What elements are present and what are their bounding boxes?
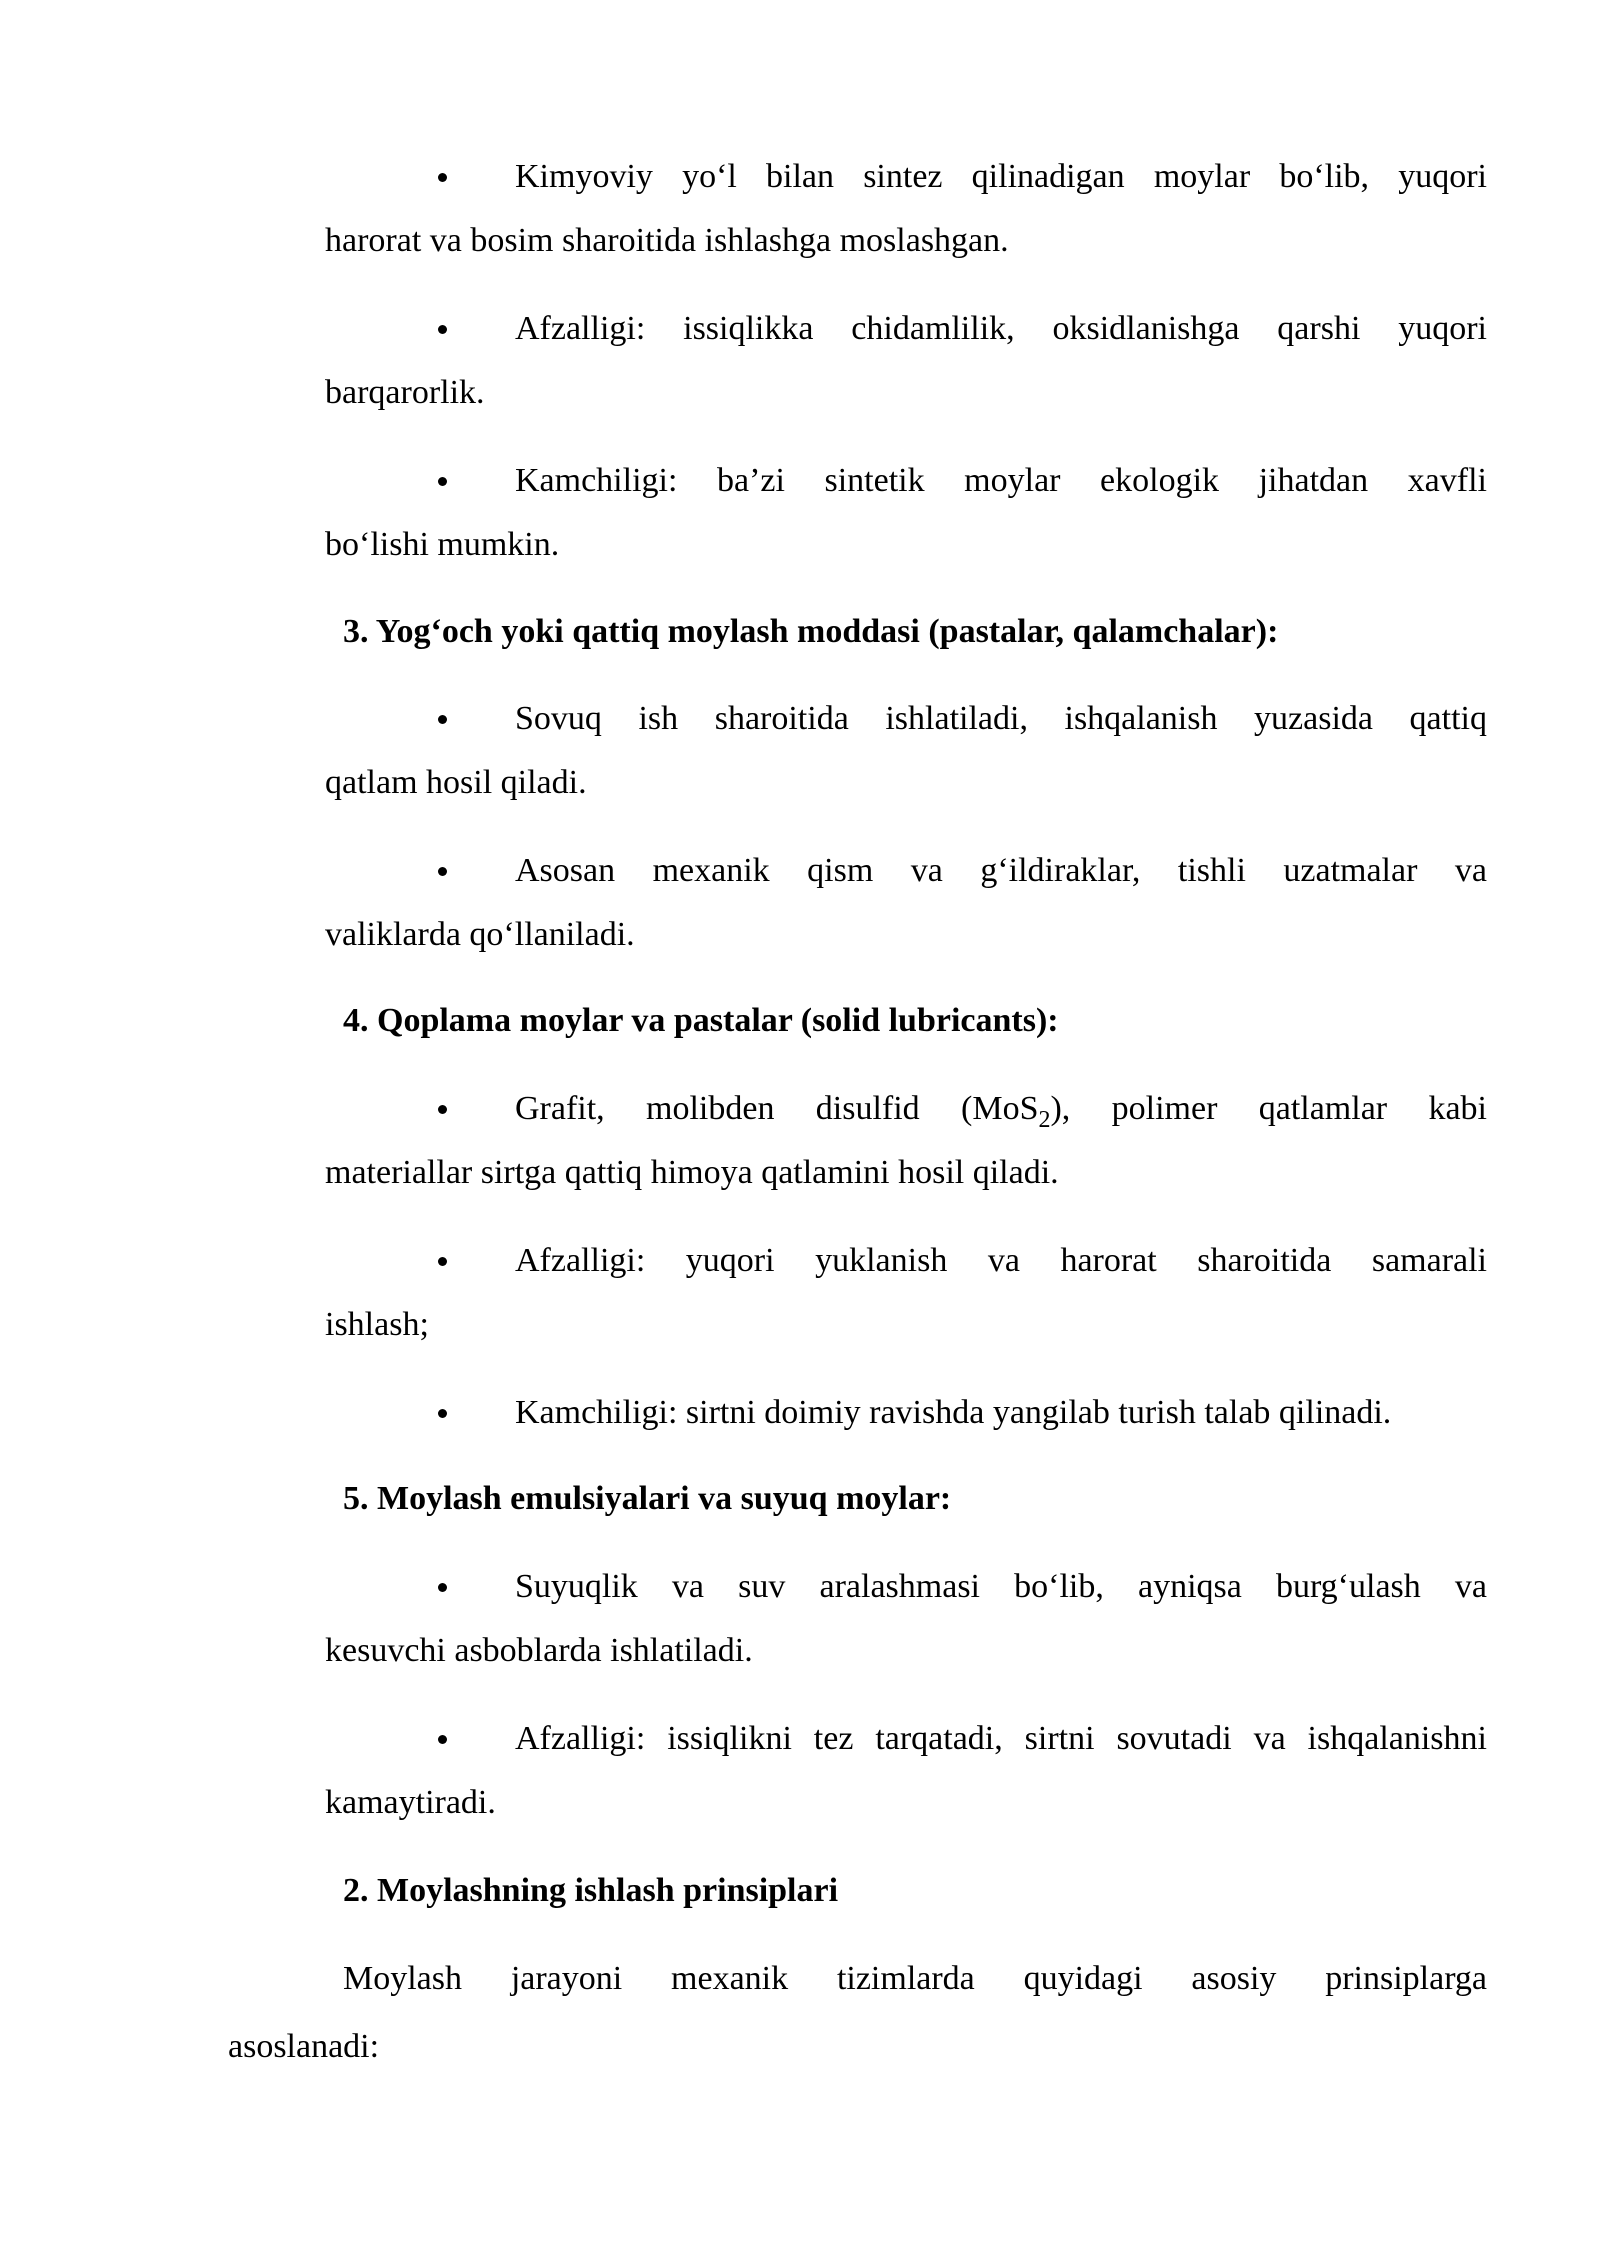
bullet-text-line-1: Suyuqlik va suv aralashmasi bo‘lib, ayniqsa burg‘ulash va (515, 1568, 1487, 1605)
bullet-dot (438, 1735, 447, 1744)
bullet-text-line-1: Afzalligi: issiqlikni tez tarqatadi, sirtni sovutadi va ishqalanishni (515, 1720, 1487, 1757)
bullet-text-line-1: Afzalligi: issiqlikka chidamlilik, oksidlanishga qarshi yuqori (515, 310, 1487, 347)
formula-text-after: ), polimer qatlamlar kabi (1050, 1090, 1487, 1127)
bullet-text-line-1 (515, 1089, 1487, 1133)
bullet-text-line-2: harorat va bosim sharoitida ishlashga moslashgan. (325, 222, 1009, 259)
bullet-dot (438, 1409, 447, 1418)
bullet-text-line-2: valiklarda qo‘llaniladi. (325, 916, 635, 953)
bullet-dot (438, 173, 447, 182)
bullet-text-line-1: Kamchiligi: ba’zi sintetik moylar ekologik jihatdan xavfli (515, 462, 1487, 499)
bullet-text-line-2: barqarorlik. (325, 374, 485, 411)
bullet-text-line-2: kesuvchi asboblarda ishlatiladi. (325, 1632, 753, 1669)
bullet-text-line-2: qatlam hosil qiladi. (325, 764, 587, 801)
bullet-dot (438, 325, 447, 334)
section-heading: 5. Moylash emulsiyalari va suyuq moylar: (343, 1480, 952, 1517)
bullet-text-line-2: bo‘lishi mumkin. (325, 526, 560, 563)
bullet-text-line-1: Sovuq ish sharoitida ishlatiladi, ishqalanish yuzasida qattiq (515, 700, 1487, 737)
bullet-text-line-1: Kamchiligi: sirtni doimiy ravishda yangilab turish talab qilinadi. (515, 1394, 1392, 1431)
bullet-dot (438, 1105, 447, 1114)
bullet-text-line-1: Kimyoviy yo‘l bilan sintez qilinadigan moylar bo‘lib, yuqori (515, 158, 1487, 195)
bullet-dot (438, 1257, 447, 1266)
paragraph-line-1: Moylash jarayoni mexanik tizimlarda quyidagi asosiy prinsiplarga (343, 1960, 1487, 1997)
bullet-text-line-2: kamaytiradi. (325, 1784, 496, 1821)
bullet-text-line-1: Asosan mexanik qism va g‘ildiraklar, tishli uzatmalar va (515, 852, 1487, 889)
paragraph-line-2: asoslanadi: (228, 2028, 380, 2065)
section-heading: 4. Qoplama moylar va pastalar (solid lubricants): (343, 1002, 1059, 1039)
bullet-dot (438, 867, 447, 876)
bullet-dot (438, 1583, 447, 1592)
bullet-dot (438, 715, 447, 724)
section-heading: 2. Moylashning ishlash prinsiplari (343, 1872, 839, 1909)
section-heading: 3. Yog‘och yoki qattiq moylash moddasi (pastalar, qalamchalar): (343, 613, 1279, 650)
formula-text-before: Grafit, molibden disulfid (MoS (515, 1090, 1039, 1127)
bullet-text-line-2: materiallar sirtga qattiq himoya qatlamini hosil qiladi. (325, 1154, 1059, 1191)
bullet-text-line-2: ishlash; (325, 1306, 429, 1343)
bullet-text-line-1: Afzalligi: yuqori yuklanish va harorat sharoitida samarali (515, 1242, 1487, 1279)
bullet-dot (438, 477, 447, 486)
formula-subscript: 2 (1038, 1106, 1051, 1133)
